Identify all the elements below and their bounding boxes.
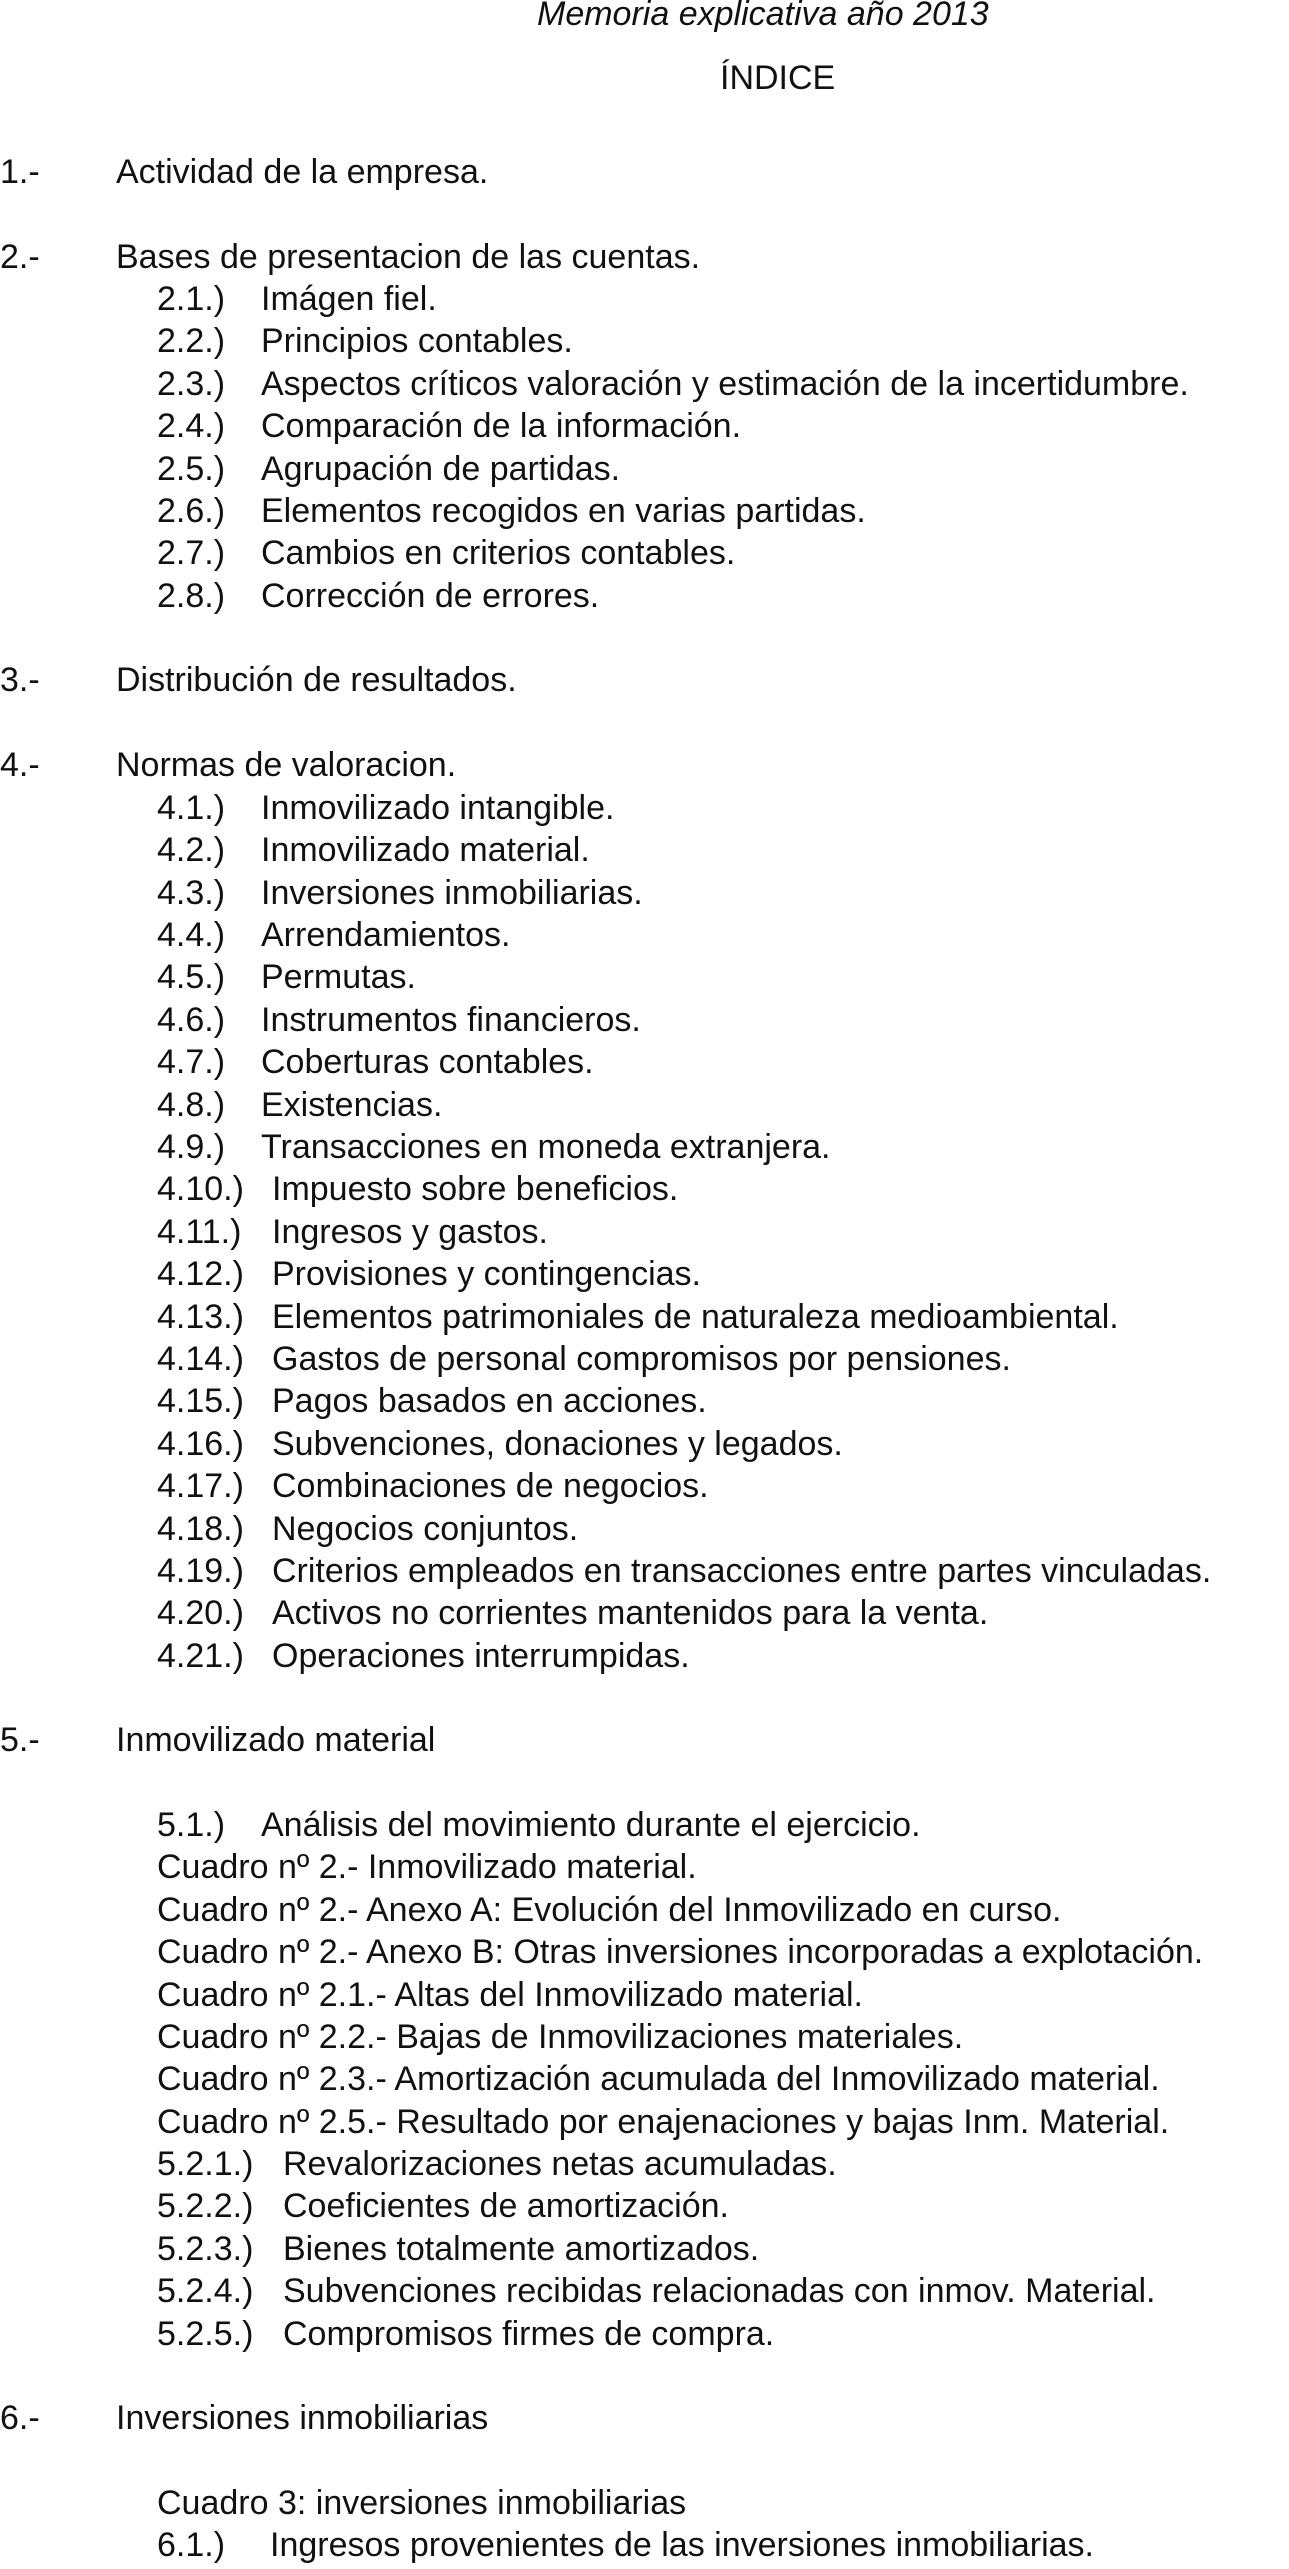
item-title: Imágen fiel.	[261, 280, 437, 318]
item-number: 5.2.4.)	[157, 2272, 254, 2310]
item-number: 5.2.1.)	[157, 2145, 254, 2183]
section-title: Distribución de resultados.	[116, 661, 517, 699]
cuadro-title: Cuadro nº 2.- Anexo B: Otras inversiones incorporadas a explotación.	[157, 1933, 1204, 1971]
toc-section-1	[0, 152, 1289, 192]
toc-item	[0, 576, 1289, 616]
item-title: Pagos basados en acciones.	[272, 1382, 707, 1420]
item-title: Activos no corrientes mantenidos para la venta.	[272, 1594, 989, 1632]
toc-item	[0, 533, 1289, 573]
item-number: 5.1.)	[157, 1806, 226, 1844]
toc-item	[0, 788, 1289, 828]
cuadro-item	[0, 2483, 1289, 2523]
cuadro-item	[0, 1847, 1289, 1887]
item-title: Coeficientes de amortización.	[283, 2187, 730, 2225]
cuadro-item	[0, 2017, 1289, 2057]
item-number: 4.16.)	[157, 1425, 244, 1463]
toc-item	[0, 1000, 1289, 1040]
section-title: Normas de valoracion.	[116, 746, 457, 784]
item-number: 4.5.)	[157, 958, 226, 996]
item-number: 4.14.)	[157, 1340, 244, 1378]
section-number: 5.-	[0, 1721, 40, 1759]
item-number: 2.1.)	[157, 280, 226, 318]
cuadro-title: Cuadro nº 2.- Inmovilizado material.	[157, 1848, 697, 1886]
item-title: Bienes totalmente amortizados.	[283, 2230, 760, 2268]
item-title: Elementos patrimoniales de naturaleza medioambiental.	[272, 1298, 1119, 1336]
cuadro-title: Cuadro nº 2.3.- Amortización acumulada del Inmovilizado material.	[157, 2060, 1160, 2098]
cuadro-item	[0, 2059, 1289, 2099]
item-title: Criterios empleados en transacciones entre partes vinculadas.	[272, 1552, 1212, 1590]
item-number: 4.10.)	[157, 1170, 244, 1208]
toc-item	[0, 1424, 1289, 1464]
cuadro-item	[0, 1932, 1289, 1972]
item-number: 4.3.)	[157, 874, 226, 912]
item-number: 4.18.)	[157, 1510, 244, 1548]
toc-item	[0, 1169, 1289, 1209]
toc-item	[0, 1042, 1289, 1082]
item-title: Operaciones interrumpidas.	[272, 1637, 690, 1675]
toc-item	[0, 321, 1289, 361]
item-title: Principios contables.	[261, 322, 573, 360]
item-title: Transacciones en moneda extranjera.	[261, 1128, 831, 1166]
toc-item	[0, 1254, 1289, 1294]
item-title: Ingresos provenientes de las inversiones inmobiliarias.	[270, 2526, 1094, 2564]
toc-item	[0, 1805, 1289, 1845]
toc-item	[0, 2314, 1289, 2354]
item-title: Ingresos y gastos.	[272, 1213, 548, 1251]
item-number: 2.4.)	[157, 407, 226, 445]
section-title: Inversiones inmobiliarias	[116, 2399, 489, 2437]
toc-item	[0, 1636, 1289, 1676]
item-number: 2.6.)	[157, 492, 226, 530]
item-number: 4.9.)	[157, 1128, 226, 1166]
toc-item	[0, 957, 1289, 997]
item-title: Combinaciones de negocios.	[272, 1467, 709, 1505]
item-title: Corrección de errores.	[261, 577, 600, 615]
document-title: Memoria explicativa año 2013	[537, 0, 989, 33]
item-title: Instrumentos financieros.	[261, 1001, 641, 1039]
toc-item	[0, 1551, 1289, 1591]
section-number: 2.-	[0, 238, 40, 276]
toc-section-3	[0, 660, 1289, 700]
section-number: 6.-	[0, 2399, 40, 2437]
toc-item	[0, 1339, 1289, 1379]
item-title: Impuesto sobre beneficios.	[272, 1170, 679, 1208]
item-title: Inversiones inmobiliarias.	[261, 874, 643, 912]
toc-item	[0, 1297, 1289, 1337]
toc-item	[0, 1381, 1289, 1421]
item-number: 4.19.)	[157, 1552, 244, 1590]
item-title: Inmovilizado intangible.	[261, 789, 615, 827]
item-title: Análisis del movimiento durante el ejercicio.	[261, 1806, 921, 1844]
item-number: 4.17.)	[157, 1467, 244, 1505]
toc-section-4	[0, 745, 1289, 785]
section-number: 4.-	[0, 746, 40, 784]
toc-item	[0, 1085, 1289, 1125]
cuadro-title: Cuadro nº 2.2.- Bajas de Inmovilizaciones materiales.	[157, 2018, 964, 2056]
item-title: Negocios conjuntos.	[272, 1510, 579, 1548]
item-title: Existencias.	[261, 1086, 443, 1124]
toc-item	[0, 873, 1289, 913]
item-number: 6.1.)	[157, 2526, 226, 2564]
item-number: 2.7.)	[157, 534, 226, 572]
item-title: Subvenciones recibidas relacionadas con inmov. Material.	[283, 2272, 1156, 2310]
item-title: Inmovilizado material.	[261, 831, 590, 869]
toc-item	[0, 1127, 1289, 1167]
section-number: 3.-	[0, 661, 40, 699]
item-number: 4.4.)	[157, 916, 226, 954]
toc-item	[0, 830, 1289, 870]
cuadro-title: Cuadro nº 2.- Anexo A: Evolución del Inmovilizado en curso.	[157, 1891, 1062, 1929]
item-number: 2.8.)	[157, 577, 226, 615]
section-title: Inmovilizado material	[116, 1721, 436, 1759]
toc-item	[0, 1212, 1289, 1252]
item-number: 4.2.)	[157, 831, 226, 869]
item-number: 2.2.)	[157, 322, 226, 360]
item-number: 4.8.)	[157, 1086, 226, 1124]
item-number: 4.1.)	[157, 789, 226, 827]
item-title: Aspectos críticos valoración y estimación de la incertidumbre.	[261, 365, 1189, 403]
item-title: Subvenciones, donaciones y legados.	[272, 1425, 843, 1463]
item-number: 4.20.)	[157, 1594, 244, 1632]
item-title: Agrupación de partidas.	[261, 450, 621, 488]
toc-item	[0, 1466, 1289, 1506]
toc-section-2	[0, 237, 1289, 277]
toc-item	[0, 1509, 1289, 1549]
toc-item	[0, 2144, 1289, 2184]
toc-item	[0, 491, 1289, 531]
item-title: Gastos de personal compromisos por pensiones.	[272, 1340, 1011, 1378]
toc-item	[0, 915, 1289, 955]
item-number: 5.2.3.)	[157, 2230, 254, 2268]
index-heading: ÍNDICE	[720, 59, 836, 97]
toc-section-5	[0, 1720, 1289, 1760]
item-number: 4.13.)	[157, 1298, 244, 1336]
item-title: Elementos recogidos en varias partidas.	[261, 492, 866, 530]
item-number: 4.11.)	[157, 1213, 242, 1251]
item-number: 4.21.)	[157, 1637, 244, 1675]
item-number: 5.2.2.)	[157, 2187, 254, 2225]
cuadro-item	[0, 1890, 1289, 1930]
toc-item	[0, 364, 1289, 404]
cuadro-title: Cuadro 3: inversiones inmobiliarias	[157, 2484, 687, 2522]
toc-item	[0, 2186, 1289, 2226]
item-number: 4.15.)	[157, 1382, 244, 1420]
toc-item	[0, 1593, 1289, 1633]
toc-item	[0, 2271, 1289, 2311]
item-title: Coberturas contables.	[261, 1043, 594, 1081]
cuadro-item	[0, 1975, 1289, 2015]
cuadro-item	[0, 2102, 1289, 2142]
cuadro-title: Cuadro nº 2.1.- Altas del Inmovilizado material.	[157, 1976, 863, 2014]
item-number: 5.2.5.)	[157, 2315, 254, 2353]
toc-item	[0, 279, 1289, 319]
item-title: Permutas.	[261, 958, 416, 996]
item-number: 4.12.)	[157, 1255, 244, 1293]
item-title: Revalorizaciones netas acumuladas.	[283, 2145, 837, 2183]
item-number: 4.7.)	[157, 1043, 226, 1081]
cuadro-title: Cuadro nº 2.5.- Resultado por enajenaciones y bajas Inm. Material.	[157, 2103, 1170, 2141]
section-number: 1.-	[0, 153, 40, 191]
toc-section-6	[0, 2398, 1289, 2438]
toc-item	[0, 2229, 1289, 2269]
section-title: Bases de presentacion de las cuentas.	[116, 238, 701, 276]
item-title: Cambios en criterios contables.	[261, 534, 736, 572]
item-number: 4.6.)	[157, 1001, 226, 1039]
item-title: Arrendamientos.	[261, 916, 511, 954]
item-title: Provisiones y contingencias.	[272, 1255, 702, 1293]
item-number: 2.3.)	[157, 365, 226, 403]
item-number: 2.5.)	[157, 450, 226, 488]
toc-item	[0, 2525, 1289, 2565]
item-title: Comparación de la información.	[261, 407, 742, 445]
section-title: Actividad de la empresa.	[116, 153, 489, 191]
toc-item	[0, 449, 1289, 489]
item-title: Compromisos firmes de compra.	[283, 2315, 775, 2353]
toc-item	[0, 406, 1289, 446]
